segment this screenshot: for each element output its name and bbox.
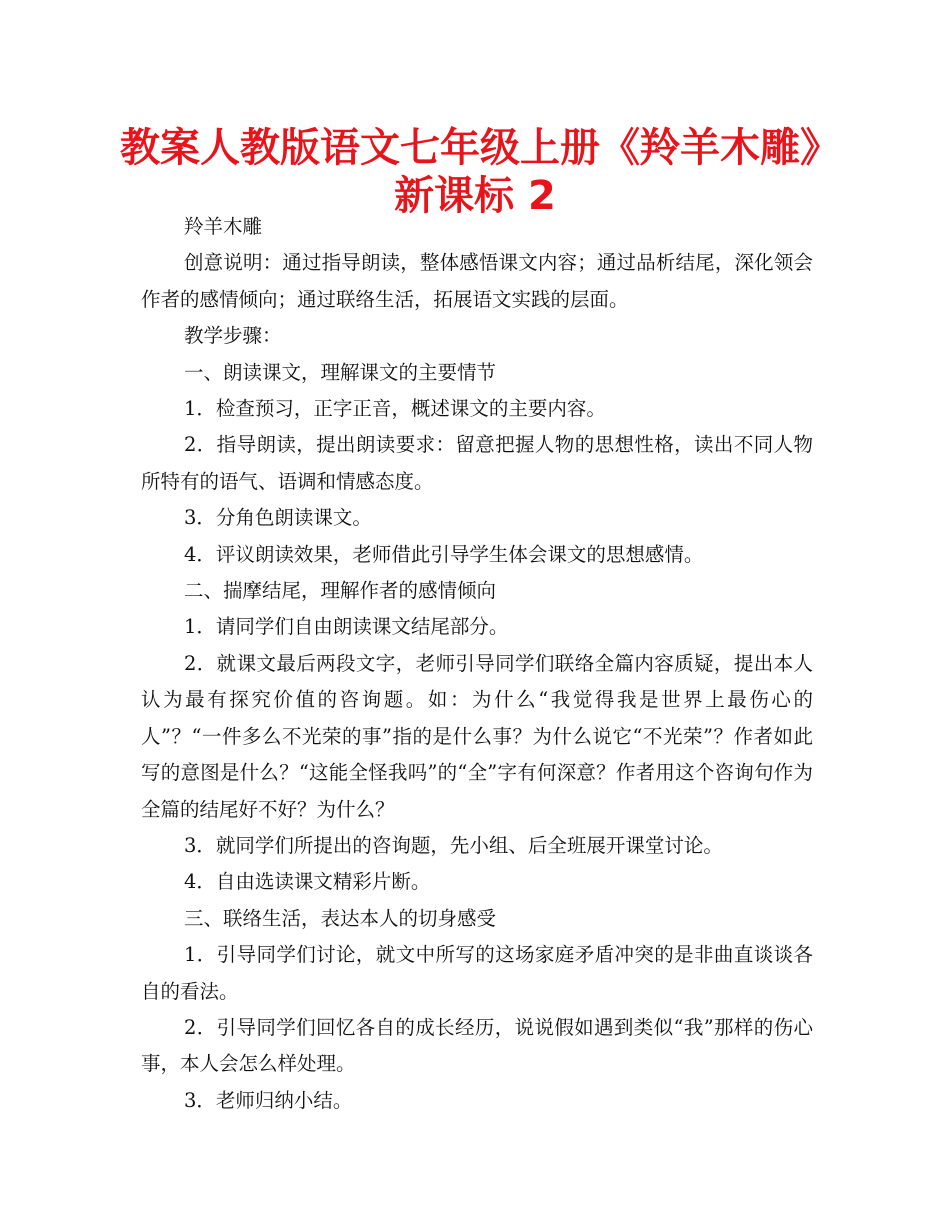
list-item: 2．引导同学们回忆各自的成长经历，说说假如遇到类似“我”那样的伤心事，本人会怎么样处理。 bbox=[141, 1015, 813, 1076]
section-heading-1: 一、朗读课文，理解课文的主要情节 bbox=[184, 360, 497, 384]
list-item: 4．自由选读课文精彩片断。 bbox=[184, 870, 431, 894]
paragraph-steps-heading: 教学步骤： bbox=[184, 324, 282, 348]
list-item: 2．指导朗读，提出朗读要求：留意把握人物的思想性格，读出不同人物所特有的语气、语调和情感态度。 bbox=[141, 433, 813, 493]
section-heading-2: 二、揣摩结尾，理解作者的感情倾向 bbox=[184, 579, 497, 603]
list-item: 2．就课文最后两段文字，老师引导同学们联络全篇内容质疑，提出本人认为最有探究价值的咨询题。如：为什么“我觉得我是世界上最伤心的人”？“一件多么不光荣的事”指的是什么事？为什么说它“不光荣”？作者如此写的意图是什么？“这能全怪我吗”的“全”字有何深意？作者用这个咨询句作为全篇的结尾好不好？为什么？ bbox=[141, 651, 813, 821]
list-item: 3．分角色朗读课文。 bbox=[184, 506, 372, 530]
list-item: 1．请同学们自由朗读课文结尾部分。 bbox=[184, 615, 509, 639]
document-body bbox=[141, 209, 813, 1119]
list-item: 3．老师归纳小结。 bbox=[184, 1088, 353, 1112]
document-title-line-2: 新课标 2 bbox=[394, 173, 556, 219]
list-item: 1．检查预习，正字正音，概述课文的主要内容。 bbox=[184, 397, 606, 421]
list-item: 4．评议朗读效果，老师借此引导学生体会课文的思想感情。 bbox=[184, 542, 704, 566]
list-item: 3．就同学们所提出的咨询题，先小组、后全班展开课堂讨论。 bbox=[184, 833, 723, 857]
list-item: 1．引导同学们讨论，就文中所写的这场家庭矛盾冲突的是非曲直谈谈各自的看法。 bbox=[141, 943, 813, 1003]
paragraph-design-notes: 创意说明：通过指导朗读，整体感悟课文内容；通过品析结尾，深化领会作者的感情倾向；通过联络生活，拓展语文实践的层面。 bbox=[141, 251, 813, 311]
paragraph-lesson-name: 羚羊木雕 bbox=[184, 215, 263, 238]
section-heading-3: 三、联络生活，表达本人的切身感受 bbox=[184, 906, 497, 930]
document-title-line-1: 教案人教版语文七年级上册《羚羊木雕》 bbox=[120, 125, 840, 171]
